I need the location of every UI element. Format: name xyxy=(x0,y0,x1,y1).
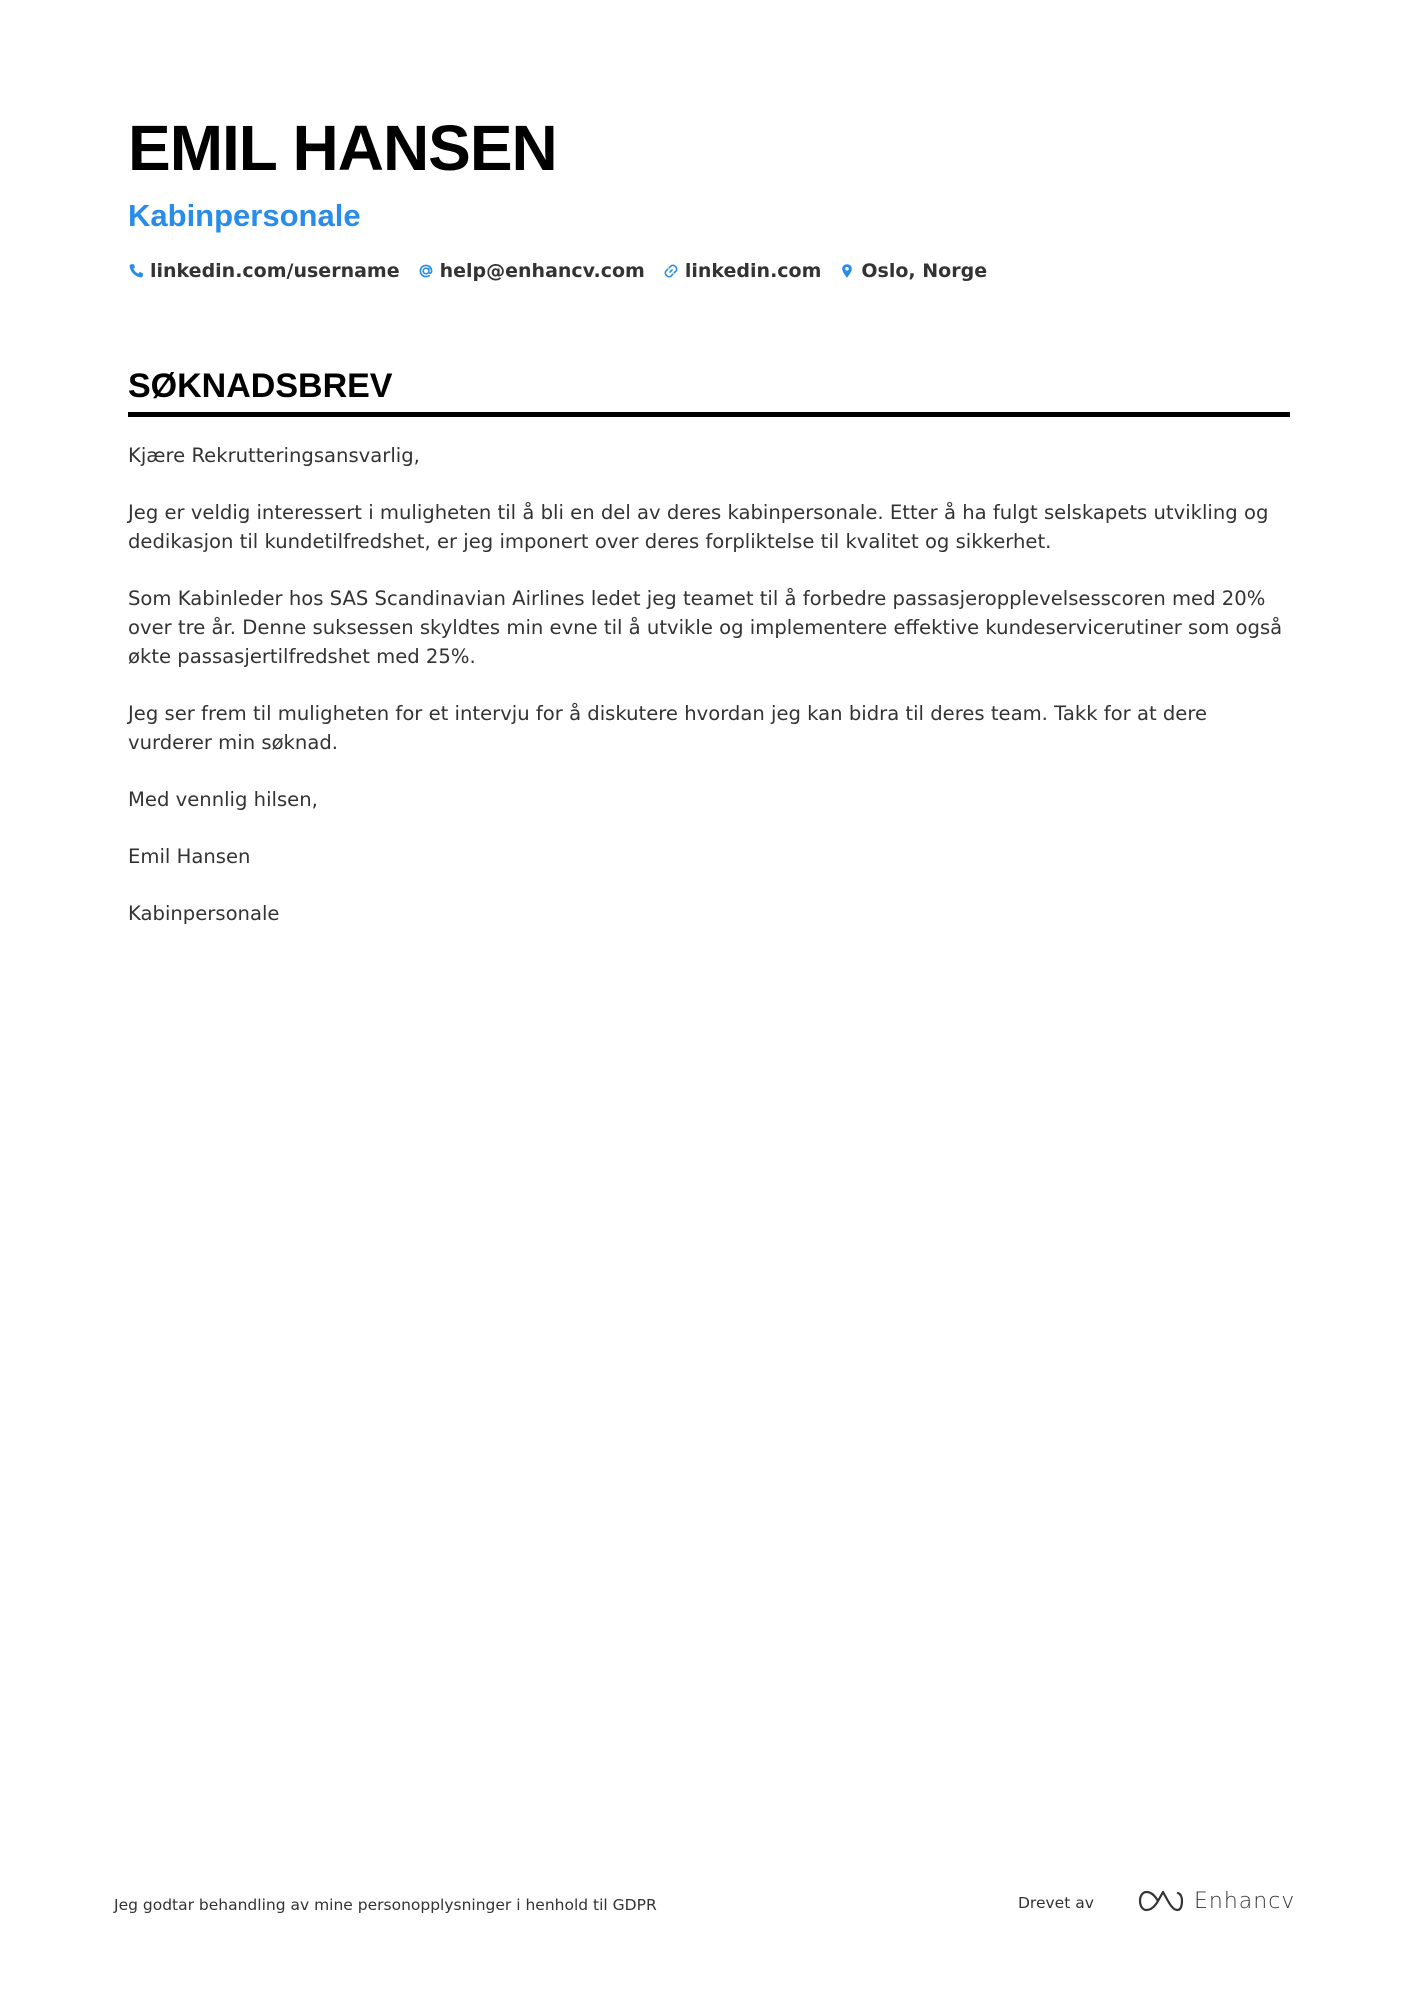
cover-letter-section xyxy=(128,364,1290,956)
letter-paragraph-1: Jeg er veldig interessert i muligheten til å bli en del av deres kabinpersonale. Etter å ha fulgt selskapets utvikling og dedikasjon til kundetilfredshet, er jeg imponert over deres forpliktelse til kvalitet og sikkerhet. xyxy=(128,501,1269,553)
contact-bar xyxy=(128,260,1288,282)
contact-location xyxy=(839,260,987,282)
letter-paragraph-3: Jeg ser frem til muligheten for et intervju for å diskutere hvordan jeg kan bidra til deres team. Takk for at dere vurderer min søknad. xyxy=(128,702,1208,754)
phone-icon xyxy=(128,263,144,279)
letter-greeting: Kjære Rekrutteringsansvarlig, xyxy=(128,444,420,467)
contact-location-text: Oslo, Norge xyxy=(861,260,988,282)
header xyxy=(128,108,1288,282)
enhancv-logo-icon xyxy=(1138,1888,1184,1914)
link-icon xyxy=(663,263,679,279)
letter-paragraph-2: Som Kabinleder hos SAS Scandinavian Airlines ledet jeg teamet til å forbedre passasjeropplevelsesscoren med 20% over tre år. Denne suksessen skyldtes min evne til å utvikle og implementere effektive kundeservicerutiner som også økte passasjertilfredshet med 25%. xyxy=(128,587,1283,668)
contact-link-text[interactable]: linkedin.com xyxy=(684,260,822,282)
location-pin-icon xyxy=(839,263,855,279)
gdpr-consent-text: Jeg godtar behandling av mine personopplysninger i henhold til GDPR xyxy=(114,1896,657,1914)
section-divider xyxy=(128,412,1290,417)
contact-email[interactable] xyxy=(418,260,645,282)
powered-by-label: Drevet av xyxy=(1018,1894,1094,1912)
enhancv-brand[interactable] xyxy=(1138,1888,1295,1914)
contact-phone-text: linkedin.com/username xyxy=(150,260,400,282)
enhancv-brand-name[interactable]: Enhancv xyxy=(1194,1888,1296,1914)
contact-phone xyxy=(128,260,400,282)
section-title: SØKNADSBREV xyxy=(128,367,393,405)
job-title: Kabinpersonale xyxy=(128,198,361,233)
letter-body xyxy=(128,441,1290,928)
candidate-name: EMIL HANSEN xyxy=(128,112,557,184)
contact-link[interactable] xyxy=(663,260,822,282)
signature-name: Emil Hansen xyxy=(128,845,251,868)
contact-email-text[interactable]: help@enhancv.com xyxy=(439,260,645,282)
signature-title: Kabinpersonale xyxy=(128,902,280,925)
at-icon xyxy=(418,263,434,279)
footer xyxy=(114,1888,1296,1922)
letter-closing: Med vennlig hilsen, xyxy=(128,788,318,811)
